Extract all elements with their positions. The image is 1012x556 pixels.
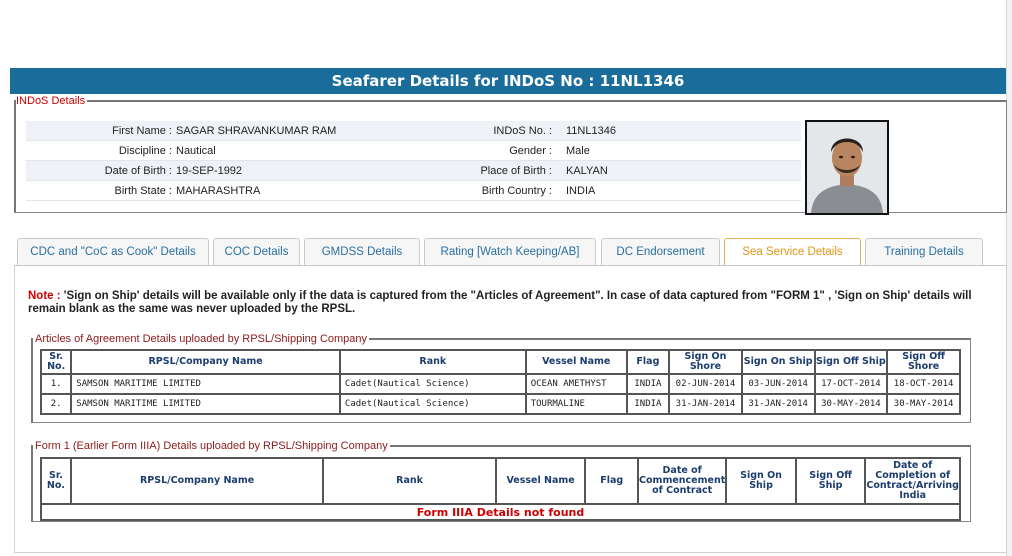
birth-state-label: Birth State : bbox=[114, 185, 172, 197]
form1-header-commencement: Date of Commencement of Contract bbox=[638, 458, 726, 504]
form1-empty-row bbox=[41, 504, 960, 520]
form1-header-row bbox=[41, 458, 960, 504]
aoa-cell: 1. bbox=[41, 374, 71, 394]
indos-legend: INDoS Details bbox=[16, 95, 86, 107]
aoa-cell: 31-JAN-2014 bbox=[742, 394, 815, 414]
aoa-cell: SAMSON MARITIME LIMITED bbox=[71, 394, 340, 414]
info-row-1 bbox=[26, 121, 801, 141]
aoa-header-srno: Sr. No. bbox=[41, 350, 71, 374]
aoa-cell: 2. bbox=[41, 394, 71, 414]
aoa-legend: Articles of Agreement Details uploaded by RPSL/Shipping Company bbox=[35, 333, 368, 345]
form1-header-sign-on-ship: Sign On Ship bbox=[726, 458, 796, 504]
form1-not-found-message: Form IIIA Details not found bbox=[41, 504, 960, 520]
aoa-table bbox=[40, 349, 961, 415]
form1-header-completion: Date of Completion of Contract/Arriving India bbox=[865, 458, 960, 504]
pob-label: Place of Birth : bbox=[480, 165, 552, 177]
birth-state-value: MAHARASHTRA bbox=[176, 185, 261, 197]
aoa-cell: Cadet(Nautical Science) bbox=[340, 374, 526, 394]
tab-cdc-details[interactable]: CDC and "CoC as Cook" Details bbox=[17, 238, 209, 265]
indos-value: 11NL1346 bbox=[566, 125, 616, 137]
aoa-cell: 30-MAY-2014 bbox=[815, 394, 888, 414]
page-title: Seafarer Details for INDoS No : 11NL1346 bbox=[10, 68, 1006, 94]
aoa-cell: 02-JUN-2014 bbox=[669, 374, 742, 394]
form1-legend: Form 1 (Earlier Form IIIA) Details uploaded by RPSL/Shipping Company bbox=[35, 440, 388, 452]
tab-sea-service-details[interactable]: Sea Service Details bbox=[724, 238, 861, 265]
dob-value: 19-SEP-1992 bbox=[176, 165, 243, 177]
tab-training-details[interactable]: Training Details bbox=[865, 238, 983, 265]
first-name-label: First Name : bbox=[112, 125, 172, 137]
aoa-cell: 18-OCT-2014 bbox=[887, 374, 960, 394]
aoa-cell: INDIA bbox=[627, 374, 669, 394]
table-row bbox=[41, 374, 960, 394]
aoa-header-vessel: Vessel Name bbox=[526, 350, 627, 374]
gender-value: Male bbox=[566, 145, 590, 157]
note-label: Note : bbox=[28, 290, 61, 302]
tab-rating-watch-keeping[interactable]: Rating [Watch Keeping/AB] bbox=[424, 238, 596, 265]
birth-country-label: Birth Country : bbox=[481, 185, 552, 197]
aoa-cell: 30-MAY-2014 bbox=[887, 394, 960, 414]
indos-label: INDoS No. : bbox=[493, 125, 552, 137]
aoa-cell: SAMSON MARITIME LIMITED bbox=[71, 374, 340, 394]
form1-header-vessel: Vessel Name bbox=[496, 458, 585, 504]
aoa-cell: TOURMALINE bbox=[526, 394, 627, 414]
tab-coc-details[interactable]: COC Details bbox=[213, 238, 300, 265]
pob-value: KALYAN bbox=[566, 165, 608, 177]
aoa-header-sign-on-shore: Sign On Shore bbox=[669, 350, 742, 374]
discipline-value: Nautical bbox=[176, 145, 216, 157]
aoa-cell: 03-JUN-2014 bbox=[742, 374, 815, 394]
form1-header-company: RPSL/Company Name bbox=[71, 458, 323, 504]
form1-header-flag: Flag bbox=[585, 458, 638, 504]
first-name-value: SAGAR SHRAVANKUMAR RAM bbox=[176, 125, 337, 137]
aoa-header-sign-off-shore: Sign Off Shore bbox=[887, 350, 960, 374]
aoa-header-row bbox=[41, 350, 960, 374]
form1-header-sign-off-ship: Sign Off Ship bbox=[796, 458, 866, 504]
note-text: 'Sign on Ship' details will be available only if the data is captured from the "Articles of Agreement". In case of data captured from "FORM 1" , 'Sign on Ship' details will remain blank as the same was never uploaded by the RPSL. bbox=[28, 290, 972, 315]
indos-details-group bbox=[14, 95, 1007, 213]
aoa-cell: INDIA bbox=[627, 394, 669, 414]
aoa-cell: Cadet(Nautical Science) bbox=[340, 394, 526, 414]
tab-dc-endorsement[interactable]: DC Endorsement bbox=[601, 238, 720, 265]
aoa-header-company: RPSL/Company Name bbox=[71, 350, 340, 374]
aoa-cell: 17-OCT-2014 bbox=[815, 374, 888, 394]
info-row-3 bbox=[26, 161, 801, 181]
table-row bbox=[41, 394, 960, 414]
aoa-cell: OCEAN AMETHYST bbox=[526, 374, 627, 394]
dob-label: Date of Birth : bbox=[104, 165, 172, 177]
gender-label: Gender : bbox=[509, 145, 552, 157]
info-row-4 bbox=[26, 181, 801, 201]
aoa-cell: 31-JAN-2014 bbox=[669, 394, 742, 414]
person-photo-icon bbox=[807, 122, 887, 213]
info-row-2 bbox=[26, 141, 801, 161]
aoa-header-sign-off-ship: Sign Off Ship bbox=[815, 350, 888, 374]
aoa-header-flag: Flag bbox=[627, 350, 669, 374]
aoa-header-rank: Rank bbox=[340, 350, 526, 374]
form1-table bbox=[40, 457, 961, 521]
form1-header-srno: Sr. No. bbox=[41, 458, 71, 504]
tab-gmdss-details[interactable]: GMDSS Details bbox=[304, 238, 420, 265]
discipline-label: Discipline : bbox=[118, 145, 172, 157]
aoa-header-sign-on-ship: Sign On Ship bbox=[742, 350, 815, 374]
form1-header-rank: Rank bbox=[323, 458, 496, 504]
sea-service-note bbox=[28, 290, 988, 316]
birth-country-value: INDIA bbox=[566, 185, 596, 197]
seafarer-photo bbox=[805, 120, 889, 215]
